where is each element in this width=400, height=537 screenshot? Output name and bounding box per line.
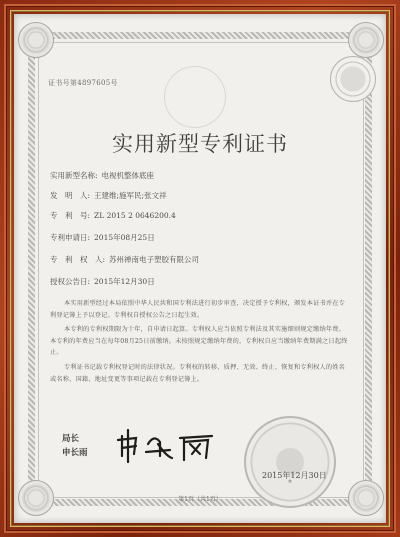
- director-signature: [114, 426, 224, 466]
- director-title: 局长: [62, 434, 80, 444]
- paragraph-record: 专利证书记载专利权登记时的法律状况。专利权的转移、质押、无效、终止、恢复和专利权人的姓名或名称、国籍、地址变更等事项记载在专利登记簿上。: [50, 364, 346, 383]
- field-inventors: [50, 190, 167, 201]
- field-value: 电视机整体底座: [101, 171, 155, 180]
- field-patentee: [50, 254, 199, 265]
- field-value: 2015年08月25日: [94, 233, 155, 242]
- field-patent-number: [50, 210, 176, 221]
- paragraph-grant: 本实用新型经过本局依照中华人民共和国专利法进行初步审查，决定授予专利权，颁发本证书并在专利登记簿上予以登记。专利权自授权公告之日起生效。: [50, 300, 346, 319]
- field-label: 发 明 人:: [50, 191, 91, 200]
- field-grant-date: [50, 276, 155, 287]
- field-label: 实用新型名称:: [50, 171, 98, 180]
- field-label: 专 利 权 人:: [50, 255, 106, 264]
- field-value: 王建维;施军民;张文祥: [94, 191, 167, 200]
- security-emblem-icon: [330, 56, 376, 102]
- certificate-paper: [14, 14, 386, 523]
- field-application-date: [50, 232, 155, 243]
- field-label: 专利申请日:: [50, 233, 91, 242]
- corner-ornament-top-right: [348, 22, 384, 58]
- director-name: 申长雨: [62, 448, 88, 458]
- page-number: 第1页（共1页）: [178, 496, 222, 503]
- field-value: 苏州禅南电子塑胶有限公司: [109, 255, 200, 264]
- watermark-emblem: [164, 66, 226, 128]
- paragraph-term: 本专利的专利权期限为十年，自申请日起算。专利权人应当依照专利法及其实施细则规定缴纳年费。本专利的年费应当在每年08月25日前缴纳。未按照规定缴纳年费的，专利权自应当缴纳年费期满之日起终止。: [50, 326, 348, 356]
- seal-inscription: ★: [287, 478, 293, 485]
- certificate-number: 证书号第4897605号: [48, 79, 118, 87]
- field-label: 专 利 号:: [50, 211, 91, 220]
- issue-date: 2015年12月30日: [262, 471, 327, 480]
- field-utility-name: [50, 170, 154, 181]
- certificate-title: 实用新型专利证书: [112, 132, 288, 156]
- corner-ornament-top-left: [18, 22, 54, 58]
- field-label: 授权公告日:: [50, 277, 91, 286]
- field-value: ZL 2015 2 0646200.4: [94, 211, 176, 220]
- field-value: 2015年12月30日: [94, 277, 155, 286]
